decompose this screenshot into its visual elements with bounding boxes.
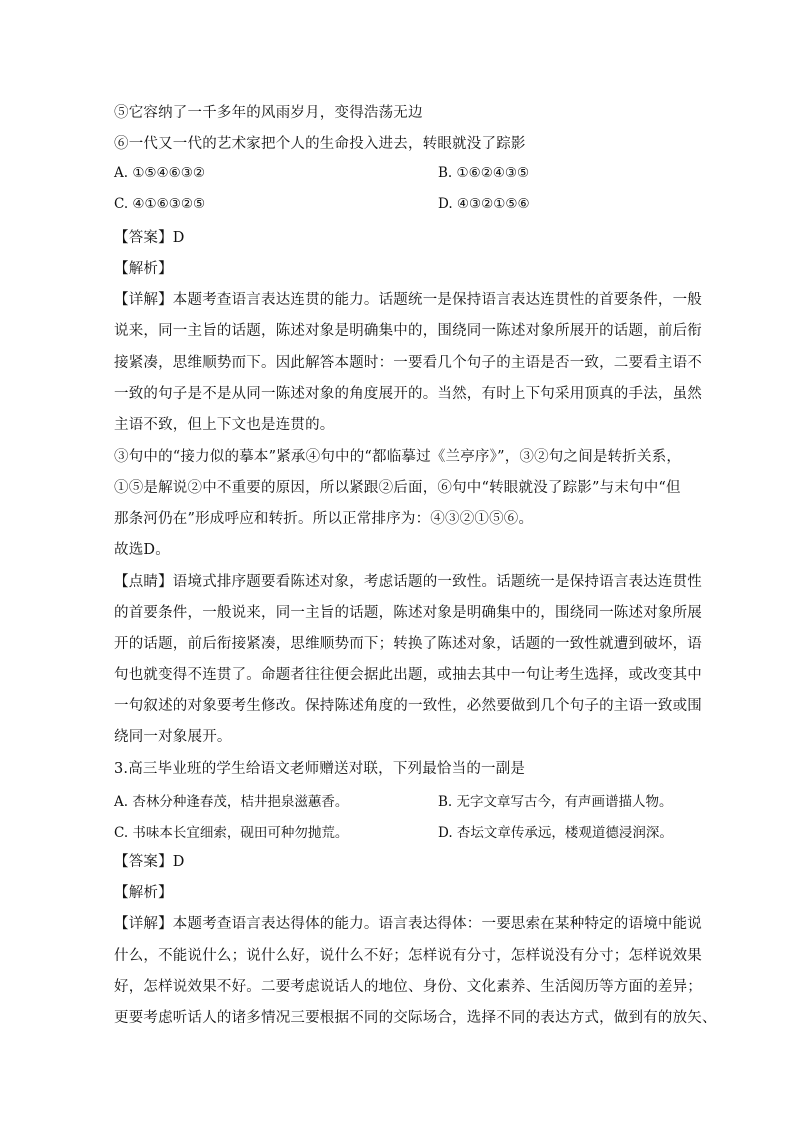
q1-option-d: D. ④③②①⑤⑥ [438, 196, 530, 212]
q1-detail-line: ①⑤是解说②中不重要的原因，所以紧跟②后面，⑥句中“转眼就没了踪影”与末句中“但 [114, 480, 681, 496]
q3-detail-line: 【详解】本题考查语言表达得体的能力。语言表达得体：一要思索在某种特定的语境中能说 [114, 916, 702, 932]
q1-option-b: B. ①⑥②④③⑤ [438, 165, 530, 181]
q3-detail-line: 更要考虑听话人的诸多情况三要根据不同的交际场合，选择不同的表达方式，做到有的放矢、 [114, 1010, 717, 1026]
q3-option-c: C. 书味本长宜细索，砚田可种勿抛荒。 [114, 825, 349, 841]
q3-option-b: B. 无字文章写古今，有声画谱描人物。 [438, 794, 673, 810]
q1-detail-line: 说来，同一主旨的话题，陈述对象是明确集中的，围绕同一陈述对象所展开的话题，前后衔 [114, 323, 702, 339]
q1-tip-line: 绕同一对象展开。 [114, 729, 232, 745]
q1-tip-line: 的首要条件，一般说来，同一主旨的话题，陈述对象是明确集中的，围绕同一陈述对象所展 [114, 605, 702, 621]
q1-tip-line: 【点睛】语境式排序题要看陈述对象，考虑话题的一致性。话题统一是保持语言表达连贯性 [114, 574, 702, 590]
q1-detail-line: 一致的句子是不是从同一陈述对象的角度展开的。当然，有时上下句采用顶真的手法，虽然 [114, 386, 702, 402]
q1-detail-line: 那条河仍在”形成呼应和转折。所以正常排序为：④③②①⑤⑥。 [114, 511, 534, 527]
q1-options-row-2 [114, 196, 694, 216]
q3-stem: 3.高三毕业班的学生给语文老师赠送对联，下列最恰当的一副是 [114, 761, 526, 777]
q1-tip-line: 句也就变得不连贯了。命题者往往便会据此出题，或抽去其中一句让考生选择，或改变其中 [114, 667, 702, 683]
q1-detail-line: 【详解】本题考查语言表达连贯的能力。话题统一是保持语言表达连贯性的首要条件，一般 [114, 292, 702, 308]
q1-option-c: C. ④①⑥③②⑤ [114, 196, 206, 212]
q1-detail-line: 接紧凑，思维顺势而下。因此解答本题时：一要看几个句子的主语是否一致，二要看主语不 [114, 355, 702, 371]
q3-options-row-2 [114, 821, 694, 841]
q3-analysis-heading: 【解析】 [114, 885, 173, 901]
q1-answer: 【答案】D [114, 230, 185, 246]
sentence-6: ⑥一代又一代的艺术家把个人的生命投入进去，转眼就没了踪影 [114, 136, 526, 152]
sentence-5: ⑤它容纳了一千多年的风雨岁月，变得浩荡无边 [114, 105, 423, 121]
q3-option-d: D. 杏坛文章传承远，楼观道德浸润深。 [438, 825, 673, 841]
q1-tip-line: 一句叙述的对象要考生修改。保持陈述角度的一致性，必然要做到几个句子的主语一致或围 [114, 698, 702, 714]
q1-detail-line: ③句中的“接力似的摹本”紧承④句中的“都临摹过《兰亭序》”，③②句之间是转折关系， [114, 449, 682, 465]
q1-tip-line: 开的话题，前后衔接紧凑，思维顺势而下；转换了陈述对象，话题的一致性就遭到破坏，语 [114, 636, 702, 652]
q3-detail-line: 什么，不能说什么；说什么好，说什么不好；怎样说有分寸，怎样说没有分寸；怎样说效果 [114, 948, 702, 964]
q3-option-a: A. 杏林分种逢春茂，桔井挹泉滋蕙香。 [114, 794, 349, 810]
q3-answer: 【答案】D [114, 854, 185, 870]
q3-detail-line: 好，怎样说效果不好。二要考虑说话人的地位、身份、文化素养、生活阅历等方面的差异； [114, 979, 702, 995]
q3-options-row-1 [114, 790, 694, 810]
q1-options-row-1 [114, 165, 694, 185]
q1-detail-line: 主语不致，但上下文也是连贯的。 [114, 417, 335, 433]
q1-option-a: A. ①⑤④⑥③② [114, 165, 205, 181]
q1-analysis-heading: 【解析】 [114, 261, 173, 277]
q1-choose: 故选D。 [114, 542, 170, 558]
